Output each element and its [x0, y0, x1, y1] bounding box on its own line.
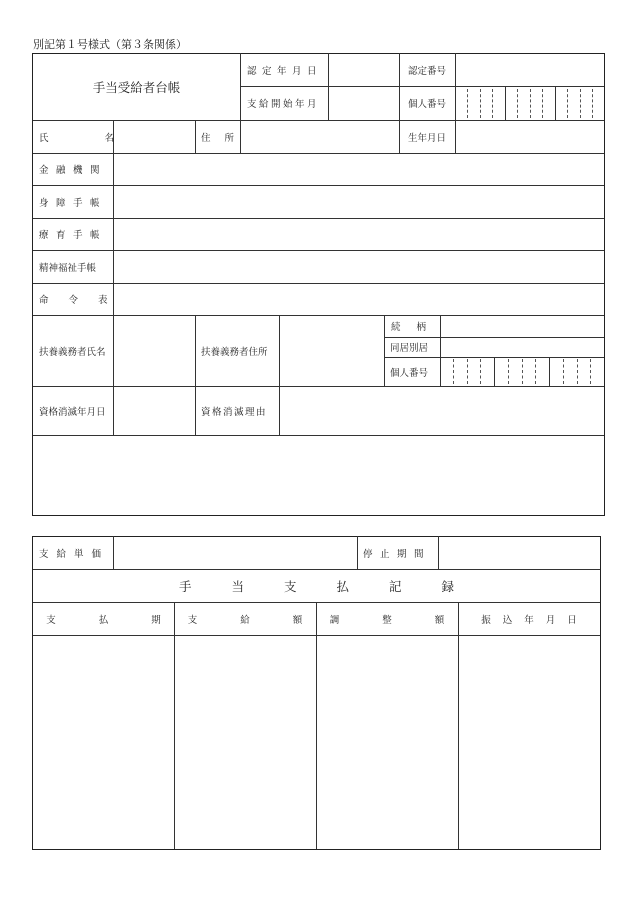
dependant-address-label: 扶養義務者住所 [201, 346, 268, 358]
bank-label-text: 金融機関 [39, 165, 108, 176]
dependant-name-label: 扶養義務者氏名 [39, 346, 106, 358]
personal-number-label: 個人番号 [407, 99, 446, 110]
suspension-period-text: 停止期間 [363, 548, 432, 560]
col-adjustment-amount [316, 602, 488, 635]
unit-price-label [39, 536, 113, 569]
order-table-text: 命令表 [39, 295, 128, 306]
col-payment-period [33, 602, 204, 635]
birthdate-label: 生年月日 [407, 132, 446, 144]
col-payment-amount [174, 602, 346, 635]
order-table-label [39, 283, 128, 315]
disability-handbook-label [39, 185, 113, 218]
col-adjustment-amount-text: 調整額 [329, 614, 488, 626]
payment-start-label [247, 86, 323, 120]
address-label-text: 住所 [201, 132, 249, 144]
certification-date-label [247, 54, 321, 86]
disqualification-reason-text: 資格消滅理由 [201, 406, 268, 418]
dependant-personal-number-label: 個人番号 [390, 367, 429, 379]
certification-number-label: 認定番号 [407, 66, 446, 77]
ledger-title: 手当受給者台帳 [92, 80, 181, 95]
bank-label [39, 153, 113, 185]
relationship-label [391, 315, 443, 337]
disability-handbook-text: 身障手帳 [39, 197, 108, 209]
rehabilitation-handbook-text: 療育手帳 [39, 230, 108, 241]
certification-date-text: 認定年月日 [247, 66, 323, 77]
col-transfer-date [458, 602, 600, 635]
rehabilitation-handbook-label [39, 218, 113, 250]
recipient-ledger-form [32, 53, 605, 516]
name-label [39, 120, 171, 153]
unit-price-text: 支給単価 [39, 548, 110, 560]
mental-health-handbook-label: 精神福祉手帳 [39, 262, 97, 274]
col-payment-period-text: 支払期 [46, 614, 204, 626]
col-payment-amount-text: 支給額 [187, 614, 346, 626]
payment-record-title-text: 手当支払記録 [178, 578, 494, 594]
disqualification-reason-label [201, 386, 279, 435]
name-label-text: 氏名 [39, 132, 171, 144]
col-transfer-date-text: 振込年月日 [481, 614, 589, 626]
address-label [195, 120, 249, 153]
disqualification-date-label: 資格消滅年月日 [39, 406, 106, 418]
cohabitation-label: 同居別居 [390, 343, 429, 354]
payment-record-title [33, 569, 600, 602]
form-header: 別記第１号様式（第３条関係） [33, 38, 187, 51]
payment-start-text: 支給開始年月 [247, 99, 320, 110]
suspension-period-label [363, 536, 438, 569]
relationship-text: 続柄 [391, 322, 443, 333]
